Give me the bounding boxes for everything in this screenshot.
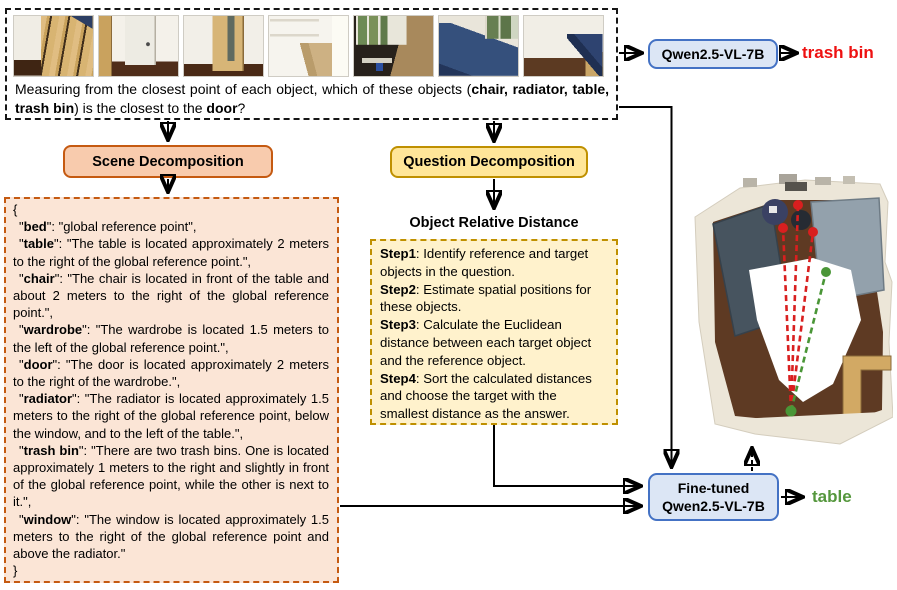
target-dot-wrong — [808, 227, 818, 237]
scene-decomposition-header — [63, 145, 273, 178]
baseline-model-label: Qwen2.5-VL-7B — [661, 45, 765, 62]
scan-dark-object — [791, 210, 811, 230]
scan-debris — [843, 176, 855, 184]
scene-entry-window: "window": "The window is located approximately 1.5 meters to the right of the global reference point and above the radiator." — [13, 511, 329, 562]
reasoning-step3: Step3: Calculate the Euclidean distance between each target object and the reference object. — [380, 317, 592, 368]
room-photo-shelf-and-desk — [268, 15, 349, 77]
room-photo-corner-and-bed — [523, 15, 604, 77]
scene-entry-list — [13, 218, 329, 562]
room-photo-strip — [13, 15, 604, 77]
scan-debris — [815, 177, 831, 185]
scene-json-close-brace: } — [13, 563, 18, 579]
room-photo-bed-and-window — [438, 15, 519, 77]
finetuned-answer-label: table — [812, 487, 852, 506]
scene-decomposition-label: Scene Decomposition — [92, 153, 244, 170]
reasoning-steps-panel — [370, 239, 618, 425]
room-scan-topdown — [685, 170, 893, 454]
target-dot-wrong — [778, 223, 788, 233]
input-panel — [5, 8, 618, 120]
baseline-answer-label: trash bin — [802, 43, 874, 62]
scene-entry-chair: "chair": "The chair is located in front of the table and about 2 meters to the right of the global reference point.", — [13, 270, 329, 321]
scene-entry-wardrobe: "wardrobe": "The wardrobe is located 1.5 meters to the left of the global reference point.", — [13, 322, 329, 355]
scene-entry-door: "door": "The door is located approximately 2 meters to the right of the wardrobe.", — [13, 356, 329, 390]
target-dot-correct — [821, 267, 831, 277]
target-dot-wrong — [793, 200, 803, 210]
baseline-model-box — [648, 39, 778, 69]
scene-entry-bed: "bed": "global reference point", — [19, 219, 197, 235]
question-decomposition-label: Question Decomposition — [403, 154, 575, 170]
reasoning-step4: Step4: Sort the calculated distances and choose the target with the smallest distance as the answer. — [380, 370, 592, 422]
scan-debris — [743, 178, 757, 187]
scan-debris — [785, 182, 807, 191]
room-photo-wardrobe-mirror — [183, 15, 264, 77]
reference-dot-door — [786, 406, 797, 417]
scene-description-panel — [4, 197, 339, 583]
reasoning-step1: Step1: Identify reference and target objects in the question. — [380, 246, 589, 279]
finetuned-model-label-line1: Fine-tuned — [677, 479, 750, 496]
room-photo-door-and-wardrobe — [98, 15, 179, 77]
scene-json-open-brace: { — [13, 202, 18, 217]
arrow-steps-to-finetuned — [494, 425, 639, 486]
task-title: Object Relative Distance — [409, 215, 579, 231]
question-text: Measuring from the closest point of each object, which of these objects (chair, radiator, table, trash bin) is the closest to the door? — [15, 81, 610, 116]
finetuned-model-label-line2: Qwen2.5-VL-7B — [662, 498, 765, 514]
arrow-question-to-finetuned — [619, 107, 672, 465]
room-photo-window-radiator-desk — [353, 15, 434, 77]
scene-entry-radiator: "radiator": "The radiator is located approximately 1.5 meters to the right of the global reference point, below the window, and to the left of the table.", — [13, 391, 329, 441]
scene-entry-table: "table": "The table is located approximately 2 meters to the right of the global reference point.", — [13, 236, 329, 269]
reasoning-step2: Step2: Estimate spatial positions for these objects. — [380, 281, 592, 315]
question-decomposition-header — [390, 146, 588, 178]
scene-entry-trash-bin: "trash bin": "There are two trash bins. One is located approximately 1 meters to the right and slightly in front of the global reference point, while the other is next to it.", — [13, 442, 329, 510]
scan-white-object — [769, 206, 777, 213]
finetuned-model-box — [648, 473, 779, 521]
room-photo-bunk-bed-frame — [13, 15, 94, 77]
